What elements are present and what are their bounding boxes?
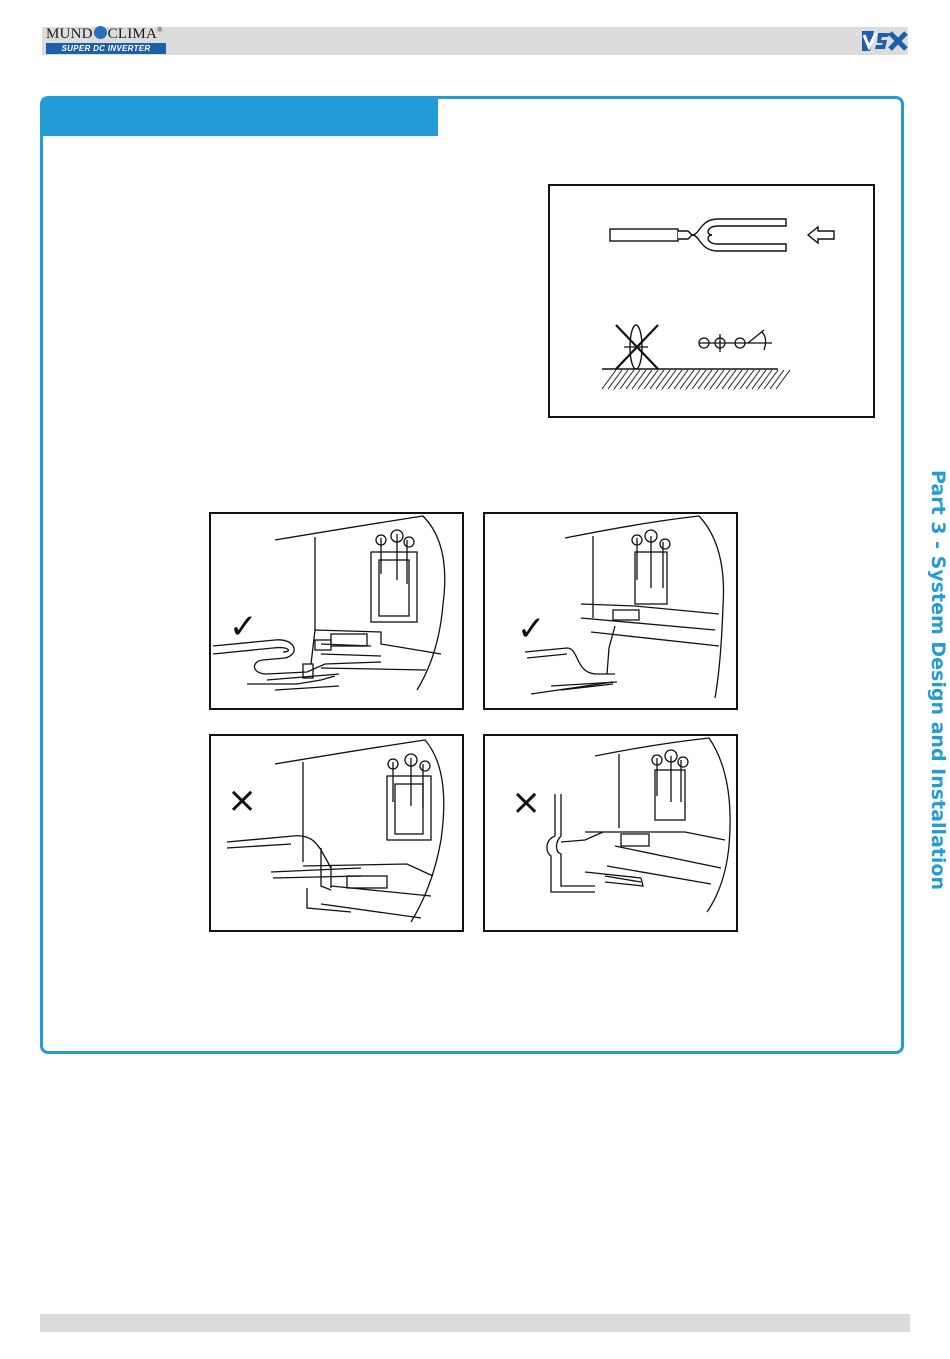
y-branch-joint-icon bbox=[610, 219, 786, 251]
hatch-line bbox=[728, 370, 742, 389]
hatch-line bbox=[752, 370, 766, 389]
hatch-line bbox=[674, 370, 688, 389]
hatch-line bbox=[764, 370, 778, 389]
branch-joint-figure bbox=[548, 184, 875, 418]
hatch-line bbox=[734, 370, 748, 389]
v5x-logo bbox=[860, 27, 908, 55]
wrong-piping-figure-1 bbox=[209, 734, 464, 932]
side-chapter-label: Part 3 - System Design and Installation bbox=[927, 469, 949, 891]
section-title-tab bbox=[42, 98, 438, 136]
hatch-line bbox=[776, 370, 790, 389]
brand-tagline: SUPER DC INVERTER bbox=[46, 43, 166, 54]
correct-orientation-icon bbox=[699, 330, 772, 352]
hatch-line bbox=[650, 370, 664, 389]
hatch-line bbox=[758, 370, 772, 389]
hatch-line bbox=[638, 370, 652, 389]
hatch-line bbox=[692, 370, 706, 389]
hatch-line bbox=[626, 370, 640, 389]
hatch-line bbox=[716, 370, 730, 389]
wrong-piping-figure-2 bbox=[483, 734, 738, 932]
cross-mark: × bbox=[227, 780, 258, 821]
footer-bar bbox=[40, 1314, 910, 1332]
wrong-orientation-icon bbox=[616, 325, 658, 369]
check-mark: ✓ bbox=[517, 609, 546, 649]
hatch-line bbox=[632, 370, 646, 389]
hatch-line bbox=[740, 370, 754, 389]
hatch-line bbox=[644, 370, 658, 389]
hatch-line bbox=[746, 370, 760, 389]
hatch-line bbox=[614, 370, 628, 389]
hatch-line bbox=[698, 370, 712, 389]
hatch-line bbox=[602, 370, 616, 389]
hatch-line bbox=[668, 370, 682, 389]
hatch-line bbox=[722, 370, 736, 389]
correct-piping-figure-2 bbox=[483, 512, 738, 710]
globe-icon bbox=[94, 26, 107, 39]
hatch-line bbox=[680, 370, 694, 389]
hatch-line bbox=[608, 370, 622, 389]
check-mark: ✓ bbox=[229, 607, 258, 647]
mundoclima-logo bbox=[46, 26, 171, 56]
flow-arrow-icon bbox=[808, 227, 834, 243]
hatch-line bbox=[710, 370, 724, 389]
hatch-line bbox=[770, 370, 784, 389]
cross-mark: × bbox=[511, 782, 542, 823]
hatch-line bbox=[620, 370, 634, 389]
hatch-line bbox=[662, 370, 676, 389]
header-bar bbox=[42, 27, 908, 55]
hatch-line bbox=[686, 370, 700, 389]
hatch-line bbox=[704, 370, 718, 389]
correct-piping-figure-1 bbox=[209, 512, 464, 710]
hatch-line bbox=[656, 370, 670, 389]
brand-wordmark: MUND CLIMA® bbox=[46, 26, 163, 42]
